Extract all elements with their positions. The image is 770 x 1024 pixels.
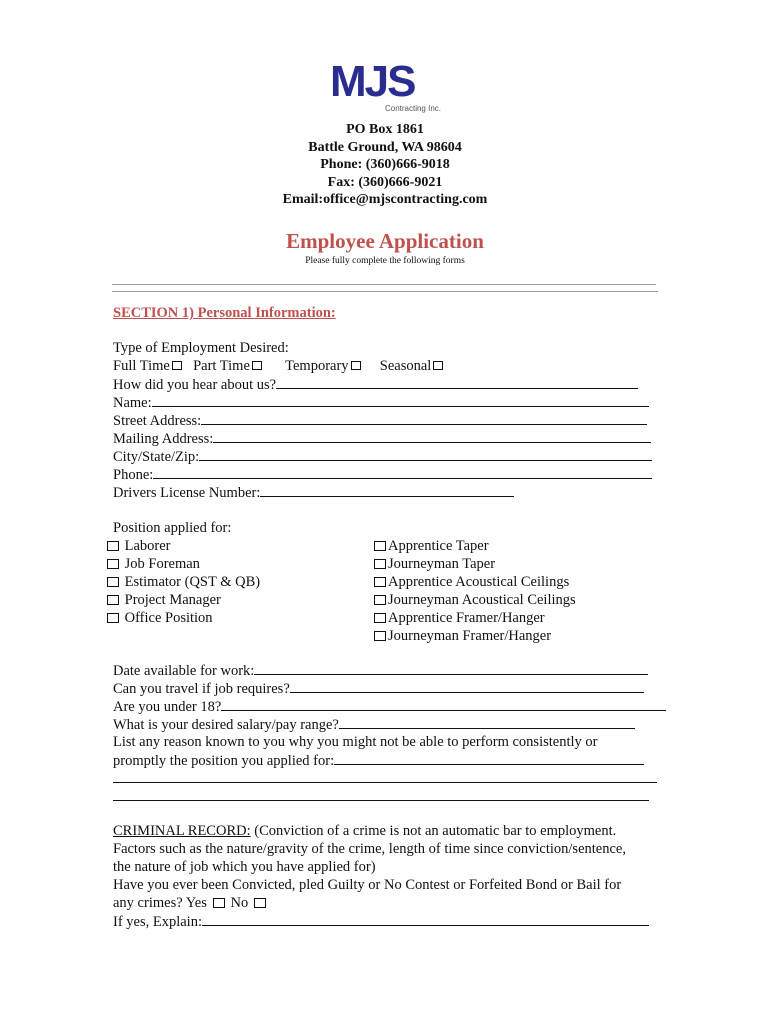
laborer-label: Laborer [124,538,171,554]
travel-label: Can you travel if job requires? [113,681,290,697]
position-laborer [105,537,171,555]
seasonal-checkbox[interactable] [433,361,443,370]
any-crimes-label: any crimes? Yes [113,895,207,911]
under18-label: Are you under 18? [113,699,222,715]
estimator-label: Estimator (QST & QB) [124,574,261,590]
apprentice-taper-label: Apprentice Taper [388,538,489,554]
mailing-label: Mailing Address: [113,431,214,447]
job-foreman-checkbox[interactable] [107,559,119,569]
reason-continuation-1 [113,769,657,788]
journeyman-taper-checkbox[interactable] [374,559,386,569]
position-label: Position applied for: [113,520,232,536]
employment-type-label: Type of Employment Desired: [113,340,289,356]
travel-row [113,679,644,698]
street-row [113,411,647,430]
position-apprentice-taper [374,537,489,555]
under18-field[interactable] [221,697,666,711]
reason-continuation-2 [113,787,649,806]
journeyman-taper-label: Journeyman Taper [388,556,496,572]
journeyman-framer-label: Journeyman Framer/Hanger [388,628,552,644]
salary-row [113,715,635,734]
phone-number: Phone: (360)666-9018 [320,157,450,172]
date-available-label: Date available for work: [113,663,255,679]
form-subtitle: Please fully complete the following forms [305,256,465,266]
mailing-field[interactable] [213,429,651,443]
divider-bottom [112,291,658,292]
estimator-checkbox[interactable] [107,577,119,587]
position-estimator [105,573,260,591]
divider-top [112,284,656,285]
reason-label: promptly the position you applied for: [113,753,335,769]
address-po-box: PO Box 1861 [346,122,424,137]
salary-label: What is your desired salary/pay range? [113,717,339,733]
journeyman-framer-checkbox[interactable] [374,631,386,641]
company-logo [330,57,445,118]
seasonal-label: Seasonal [379,358,432,374]
explain-label: If yes, Explain: [113,914,202,930]
office-position-label: Office Position [124,610,213,626]
form-title: Employee Application [286,229,484,253]
criminal-heading: CRIMINAL RECORD: [113,823,251,839]
project-manager-checkbox[interactable] [107,595,119,605]
office-position-checkbox[interactable] [107,613,119,623]
address-city: Battle Ground, WA 98604 [308,139,462,155]
criminal-answer-row [113,894,268,912]
laborer-checkbox[interactable] [107,541,119,551]
apprentice-ceilings-label: Apprentice Acoustical Ceilings [388,574,570,590]
hear-about-label: How did you hear about us? [113,377,277,393]
name-row [113,393,649,412]
project-manager-label: Project Manager [124,592,221,608]
yes-checkbox[interactable] [213,898,225,908]
license-field[interactable] [260,483,514,497]
reason-field[interactable] [334,751,644,765]
apprentice-framer-label: Apprentice Framer/Hanger [388,610,545,626]
apprentice-framer-checkbox[interactable] [374,613,386,623]
temporary-label: Temporary [285,358,349,374]
license-label: Drivers License Number: [113,485,261,501]
license-row [113,483,514,502]
apprentice-ceilings-checkbox[interactable] [374,577,386,587]
position-job-foreman [105,555,200,573]
phone-row [113,465,652,484]
no-checkbox[interactable] [254,898,266,908]
logo-text: MJS [330,57,415,106]
part-time-checkbox[interactable] [252,361,262,370]
city-label: City/State/Zip: [113,449,200,465]
name-field[interactable] [152,393,649,407]
employment-type-row [113,357,445,375]
no-label: No [230,895,249,911]
street-label: Street Address: [113,413,202,429]
criminal-line3: the nature of job which you have applied for) [113,859,376,875]
salary-field[interactable] [339,715,635,729]
fax-number: Fax: (360)666-9021 [327,174,443,190]
full-time-checkbox[interactable] [172,361,182,370]
name-label: Name: [113,395,152,411]
date-available-row [113,661,648,680]
position-office [105,609,213,627]
criminal-line1 [113,822,616,840]
hear-about-field[interactable] [276,375,638,389]
journeyman-ceilings-label: Journeyman Acoustical Ceilings [388,592,576,608]
company-contact [0,121,770,209]
reason-line1: List any reason known to you why you might not be able to perform consistently or [113,734,598,750]
part-time-label: Part Time [193,358,250,374]
full-time-label: Full Time [113,358,170,374]
under18-row [113,697,666,716]
reason-field-3[interactable] [113,787,649,801]
city-field[interactable] [199,447,652,461]
position-journeyman-taper [374,555,495,573]
hear-about-row [113,375,638,394]
position-journeyman-ceilings [374,591,576,609]
street-field[interactable] [201,411,647,425]
explain-row [113,912,649,931]
apprentice-taper-checkbox[interactable] [374,541,386,551]
travel-field[interactable] [290,679,644,693]
position-apprentice-framer [374,609,545,627]
phone-field[interactable] [153,465,652,479]
date-available-field[interactable] [254,661,648,675]
email-address: Email:office@mjscontracting.com [282,192,488,207]
journeyman-ceilings-checkbox[interactable] [374,595,386,605]
phone-label: Phone: [113,467,154,483]
temporary-checkbox[interactable] [351,361,361,370]
logo-subtext: Contracting Inc. [384,104,441,113]
city-row [113,447,652,466]
job-foreman-label: Job Foreman [124,556,200,572]
criminal-note: (Conviction of a crime is not an automatic bar to employment. [250,823,617,839]
criminal-line2: Factors such as the nature/gravity of the crime, length of time since conviction/sentence, [113,841,626,857]
position-apprentice-ceilings [374,573,569,591]
position-journeyman-framer [374,627,551,645]
section1-heading: SECTION 1) Personal Information: [113,305,336,321]
explain-field[interactable] [202,912,649,926]
mailing-row [113,429,651,448]
criminal-line4: Have you ever been Convicted, pled Guilty or No Contest or Forfeited Bond or Bail for [113,877,622,893]
reason-field-2[interactable] [113,769,657,783]
reason-row [113,751,644,770]
position-project-manager [105,591,221,609]
